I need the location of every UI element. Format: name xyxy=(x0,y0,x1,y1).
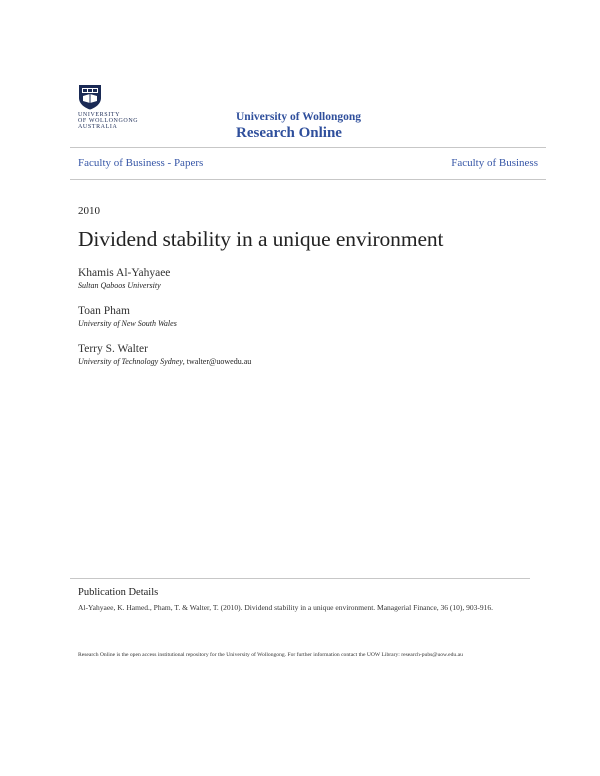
nav-divider xyxy=(70,179,546,180)
research-online-brand[interactable] xyxy=(236,110,361,142)
uow-crest-icon xyxy=(78,84,102,110)
publication-citation: Al-Yahyaee, K. Hamed., Pham, T. & Walter, T. (2010). Dividend stability in a unique environment. Managerial Finance, 36 (10), 903-916. xyxy=(78,603,494,612)
faculty-papers-link[interactable]: Faculty of Business - Papers xyxy=(78,157,204,169)
publication-year: 2010 xyxy=(78,205,100,217)
wordmark-line-2: OF WOLLONGONG xyxy=(78,118,139,124)
document-title: Dividend stability in a unique environment xyxy=(78,227,444,251)
brand-repository[interactable]: Research Online xyxy=(236,125,342,141)
wordmark-line-1: UNIVERSITY xyxy=(78,112,120,118)
author-email[interactable]: , twalter@uowedu.au xyxy=(182,357,252,366)
author-name: Toan Pham xyxy=(78,305,130,317)
author-entry xyxy=(78,342,251,367)
repository-notice: Research Online is the open access institutional repository for the University of Wollongong. For further information contact the UOW Library: research-pubs@uow.edu.au xyxy=(78,652,463,658)
author-affiliation xyxy=(78,356,251,367)
author-affiliation xyxy=(78,280,170,291)
publication-heading: Publication Details xyxy=(78,587,159,598)
publication-divider xyxy=(70,578,530,579)
affiliation-text: University of Technology Sydney xyxy=(78,357,183,366)
author-entry xyxy=(78,266,170,291)
author-name: Terry S. Walter xyxy=(78,343,148,355)
wordmark-line-3: AUSTRALIA xyxy=(78,124,118,130)
author-name: Khamis Al-Yahyaee xyxy=(78,267,171,279)
uow-logo xyxy=(78,84,148,136)
author-affiliation xyxy=(78,318,177,329)
affiliation-text: Sultan Qaboos University xyxy=(78,281,161,290)
faculty-link[interactable]: Faculty of Business xyxy=(451,157,538,169)
header-divider xyxy=(70,147,546,148)
brand-university[interactable]: University of Wollongong xyxy=(236,111,362,123)
uow-wordmark xyxy=(78,112,138,130)
author-entry xyxy=(78,304,177,329)
affiliation-text: University of New South Wales xyxy=(78,319,177,328)
